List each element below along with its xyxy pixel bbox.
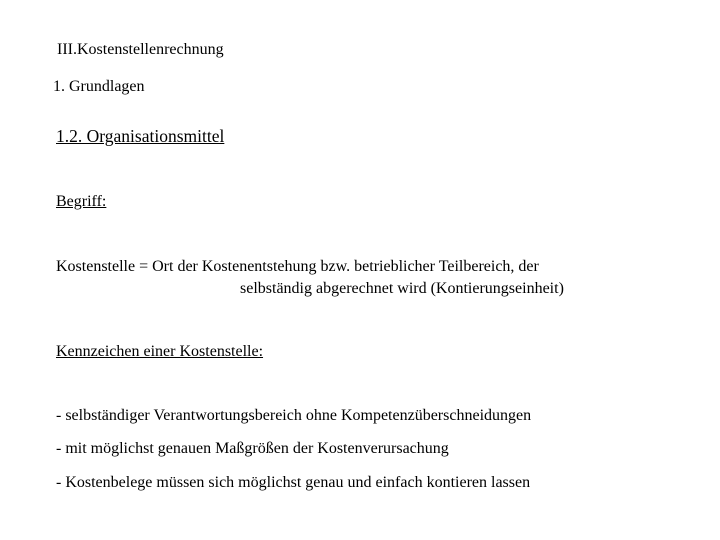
kennzeichen-heading: Kennzeichen einer Kostenstelle:: [56, 343, 264, 360]
definition-line-2: selbständig abgerechnet wird (Kontierungseinheit): [240, 280, 564, 297]
list-item: - mit möglichst genauen Maßgrößen der Kostenverursachung: [56, 440, 449, 457]
chapter-title: III.Kostenstellenrechnung: [57, 41, 224, 58]
list-item: - Kostenbelege müssen sich möglichst genau und einfach kontieren lassen: [56, 474, 531, 491]
subsection-title: 1.2. Organisationsmittel: [56, 126, 225, 146]
definition-line-1: Kostenstelle = Ort der Kostenentstehung bzw. betrieblicher Teilbereich, der: [56, 258, 539, 275]
section-title: 1. Grundlagen: [53, 78, 145, 95]
begriff-heading: Begriff:: [56, 193, 107, 210]
list-item: - selbständiger Verantwortungsbereich ohne Kompetenzüberschneidungen: [56, 407, 532, 424]
